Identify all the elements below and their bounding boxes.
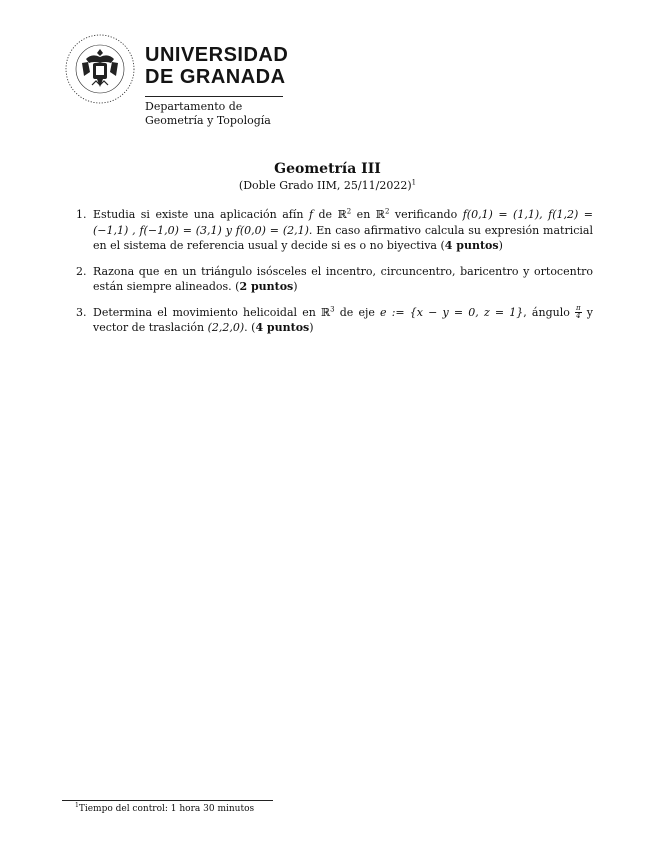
math-expression: (2,2,0) — [207, 321, 245, 334]
math-exponent: 2 — [346, 207, 352, 216]
problem-text: ) — [498, 239, 503, 252]
university-seal-icon — [64, 33, 136, 105]
math-exponent: 2 — [384, 207, 390, 216]
problem-text: en — [351, 208, 376, 221]
problem-points: 4 puntos — [444, 239, 499, 252]
university-name-line1: UNIVERSIDAD — [145, 44, 289, 66]
problem-points: 4 puntos — [255, 321, 310, 334]
university-name-line2: DE GRANADA — [145, 66, 286, 88]
footnote-reference: 1 — [411, 178, 417, 187]
fraction-denominator: 4 — [576, 312, 581, 320]
problem-text: . ( — [244, 321, 256, 334]
problem-number: 1. — [76, 208, 87, 221]
problem-text: ) — [293, 280, 298, 293]
problem-text: verificando — [389, 208, 463, 221]
problem-number: 2. — [76, 264, 87, 278]
problem-text: Estudia si existe una aplicación afín — [93, 208, 309, 221]
math-symbol: ℝ — [375, 208, 385, 221]
math-exponent: 3 — [330, 304, 335, 313]
exam-subtitle — [0, 179, 655, 192]
math-symbol: f — [308, 208, 314, 221]
problem-item — [76, 305, 593, 336]
problem-text: y vector de traslación — [93, 305, 593, 334]
problem-text: de — [313, 208, 338, 221]
exam-title: Geometría III — [274, 161, 381, 177]
fraction — [575, 305, 582, 320]
footnote-mark: 1 — [75, 802, 79, 809]
problem-text: Razona que en un triángulo isósceles el incentro, circuncentro, baricentro y ortocentro están siempre alineados. ( — [93, 264, 593, 293]
problem-text: de eje — [334, 305, 381, 319]
math-symbol: ℝ — [337, 208, 347, 221]
problem-list — [76, 207, 593, 346]
problem-number: 3. — [76, 305, 87, 319]
problem-text: Determina el movimiento helicoidal en — [93, 305, 321, 319]
department-line2: Geometría y Topología — [145, 114, 271, 127]
footnote-divider — [62, 800, 273, 801]
problem-points: 2 puntos — [239, 280, 294, 293]
problem-item — [76, 207, 593, 254]
problem-text: En caso afirmativo calcula su expresión matricial en el sistema de referencia usual y decide si es o no biyectiva ( — [93, 223, 593, 252]
math-expression: e := {x − y = 0, z = 1} — [380, 305, 524, 319]
problem-text: ) — [309, 321, 314, 334]
university-name — [145, 44, 288, 88]
problem-item — [76, 264, 593, 295]
footnote-text: Tiempo del control: 1 hora 30 minutos — [78, 804, 255, 814]
department-line1: Departamento de — [145, 100, 243, 113]
fraction-numerator: π — [576, 304, 581, 312]
exam-subtitle-text: (Doble Grado IIM, 25/11/2022) — [238, 179, 412, 192]
footnote — [75, 803, 254, 815]
department-name — [145, 100, 271, 128]
header-divider — [145, 96, 283, 97]
problem-text: , ángulo — [523, 305, 576, 319]
math-expression: f(0,1) = (1,1), f(1,2) = (−1,1) , f(−1,0) = (3,1) y f(0,0) = (2,1). — [93, 208, 593, 237]
math-symbol: ℝ — [320, 305, 331, 319]
